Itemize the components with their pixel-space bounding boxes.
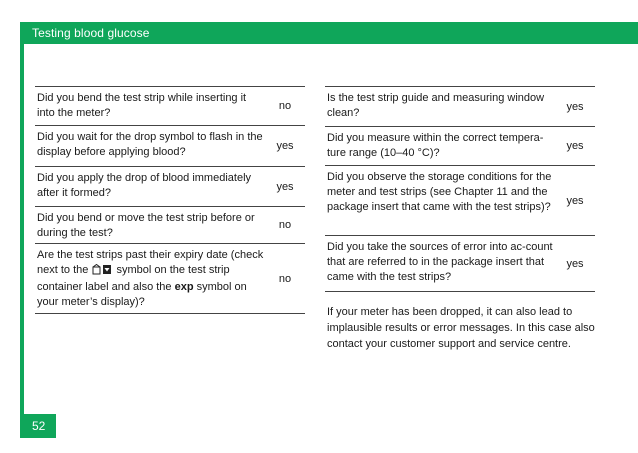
table-row — [325, 127, 595, 166]
question-text: Did you observe the storage conditions for the meter and test strips (see Chapter 11 and the package insert that came with the test strips)? — [327, 171, 552, 213]
table-row — [35, 244, 305, 314]
table-row — [325, 87, 595, 127]
question-text: Did you apply the drop of blood immediately after it formed? — [37, 172, 252, 199]
right-checklist-table — [325, 86, 595, 292]
question-text-part: symbol on your meter’s display)? — [37, 281, 247, 308]
answer-text: yes — [276, 180, 294, 193]
page-number: 52 — [32, 419, 46, 433]
answer-text: yes — [566, 100, 584, 113]
answer-text: no — [278, 219, 292, 231]
table-row — [35, 167, 305, 207]
table-row — [325, 166, 595, 236]
question-text: Did you take the sources of error into ac-count that are referred to in the package insert that came with the test strips? — [327, 241, 553, 283]
table-row — [35, 207, 305, 244]
note-paragraph: If your meter has been dropped, it can also lead to implausible results or error messages. In this case also contact your customer support and service centre. — [327, 306, 595, 350]
question-text-part: Are the test strips past their expiry date (check next to the — [37, 249, 264, 276]
question-text: Did you bend the test strip while inserting it into the meter? — [37, 92, 247, 119]
question-text-part: symbol on the test strip container label and also the — [37, 264, 230, 293]
answer-text: yes — [276, 140, 294, 152]
page-number-box — [20, 414, 56, 438]
table-row — [35, 126, 305, 167]
header-bar — [20, 22, 638, 44]
answer-text: yes — [566, 257, 584, 270]
expiry-date-icon — [92, 264, 112, 280]
answer-text: no — [278, 272, 292, 285]
table-row — [325, 236, 595, 292]
question-text: Did you wait for the drop symbol to flash in the display before applying blood? — [37, 131, 263, 158]
question-text: Did you measure within the correct tempera-ture range (10–40 °C)? — [327, 132, 544, 159]
question-text: Is the test strip guide and measuring window clean? — [327, 92, 545, 119]
table-row — [35, 87, 305, 126]
answer-text: yes — [566, 140, 584, 152]
left-accent-band — [20, 44, 24, 438]
page-section-title: Testing blood glucose — [32, 26, 150, 40]
answer-text: no — [278, 100, 292, 112]
exp-label: exp — [174, 281, 194, 293]
answer-text: yes — [566, 194, 584, 207]
question-text: Did you bend or move the test strip before or during the test? — [37, 212, 255, 239]
left-checklist-table — [35, 86, 305, 314]
question-text — [35, 244, 265, 313]
